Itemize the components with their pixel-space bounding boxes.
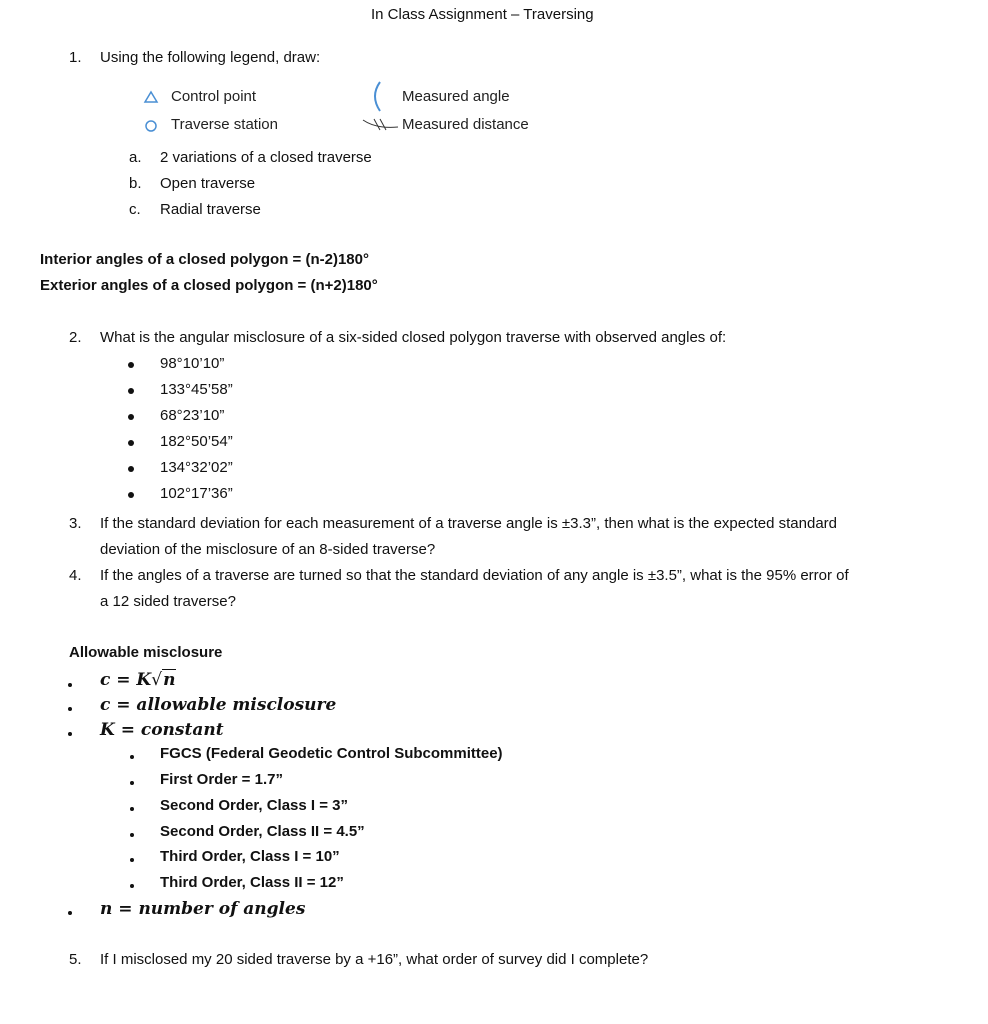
q1-item-letter: a. <box>129 149 142 166</box>
q1-item-text: 2 variations of a closed traverse <box>160 149 372 166</box>
bullet-icon <box>130 781 134 785</box>
bullet-icon <box>130 807 134 811</box>
q4-text-line2: a 12 sided traverse? <box>100 593 236 610</box>
order-item: First Order = 1.7” <box>160 771 283 788</box>
order-item: Second Order, Class II = 4.5” <box>160 823 365 840</box>
bullet-icon <box>130 858 134 862</box>
q1-item-text: Radial traverse <box>160 201 261 218</box>
c-definition: c = allowable misclosure <box>100 695 337 715</box>
arc-icon <box>368 80 384 114</box>
q4-text-line1: If the angles of a traverse are turned so that the standard deviation of any angle is ±3.5”, what is the 95% error of <box>100 567 849 584</box>
q1-item-text: Open traverse <box>160 175 256 192</box>
page-title: In Class Assignment – Traversing <box>371 6 594 23</box>
bullet-icon <box>68 732 72 736</box>
angle-item: 98°10’10” <box>160 355 225 372</box>
interior-angles-formula: Interior angles of a closed polygon = (n-2)180° <box>40 251 369 268</box>
q3-number: 3. <box>69 515 82 532</box>
bullet-icon <box>128 362 134 368</box>
triangle-icon <box>144 91 158 103</box>
q5-text: If I misclosed my 20 sided traverse by a +16”, what order of survey did I complete? <box>100 951 649 968</box>
angle-item: 102°17’36” <box>160 485 233 502</box>
q5-number: 5. <box>69 951 82 968</box>
fgcs-label: FGCS (Federal Geodetic Control Subcommittee) <box>160 745 503 762</box>
bullet-icon <box>130 755 134 759</box>
distance-icon <box>362 117 400 133</box>
q3-text-line2: deviation of the misclosure of an 8-sided traverse? <box>100 541 436 558</box>
q3-text-line1: If the standard deviation for each measurement of a traverse angle is ±3.3”, then what is the expected standard <box>100 515 837 532</box>
bullet-icon <box>128 414 134 420</box>
sqrt-icon: √ <box>151 670 163 690</box>
angle-item: 133°45’58” <box>160 381 233 398</box>
bullet-icon <box>128 388 134 394</box>
bullet-icon <box>68 911 72 915</box>
angle-item: 182°50’54” <box>160 433 233 450</box>
q2-text: What is the angular misclosure of a six-sided closed polygon traverse with observed angles of: <box>100 329 727 346</box>
angle-item: 134°32’02” <box>160 459 233 476</box>
order-item: Second Order, Class I = 3” <box>160 797 348 814</box>
q1-text: Using the following legend, draw: <box>100 49 321 66</box>
bullet-icon <box>128 440 134 446</box>
misclosure-equation: c = K√n <box>100 670 176 690</box>
legend-measured-angle-label: Measured angle <box>402 88 510 105</box>
k-definition: K = constant <box>100 720 224 740</box>
bullet-icon <box>128 492 134 498</box>
bullet-icon <box>68 683 72 687</box>
legend-traverse-station-label: Traverse station <box>171 116 278 133</box>
q1-item-letter: b. <box>129 175 142 192</box>
bullet-icon <box>130 884 134 888</box>
circle-icon <box>144 119 158 133</box>
n-definition: n = number of angles <box>100 899 306 919</box>
order-item: Third Order, Class I = 10” <box>160 848 340 865</box>
legend-control-point-label: Control point <box>171 88 257 105</box>
bullet-icon <box>68 707 72 711</box>
q1-item-letter: c. <box>129 201 141 218</box>
bullet-icon <box>128 466 134 472</box>
q2-number: 2. <box>69 329 82 346</box>
order-item: Third Order, Class II = 12” <box>160 874 344 891</box>
q1-number: 1. <box>69 49 82 66</box>
q4-number: 4. <box>69 567 82 584</box>
legend-measured-distance-label: Measured distance <box>402 116 529 133</box>
angle-item: 68°23’10” <box>160 407 225 424</box>
allowable-heading: Allowable misclosure <box>69 644 223 661</box>
bullet-icon <box>130 833 134 837</box>
exterior-angles-formula: Exterior angles of a closed polygon = (n+2)180° <box>40 277 378 294</box>
